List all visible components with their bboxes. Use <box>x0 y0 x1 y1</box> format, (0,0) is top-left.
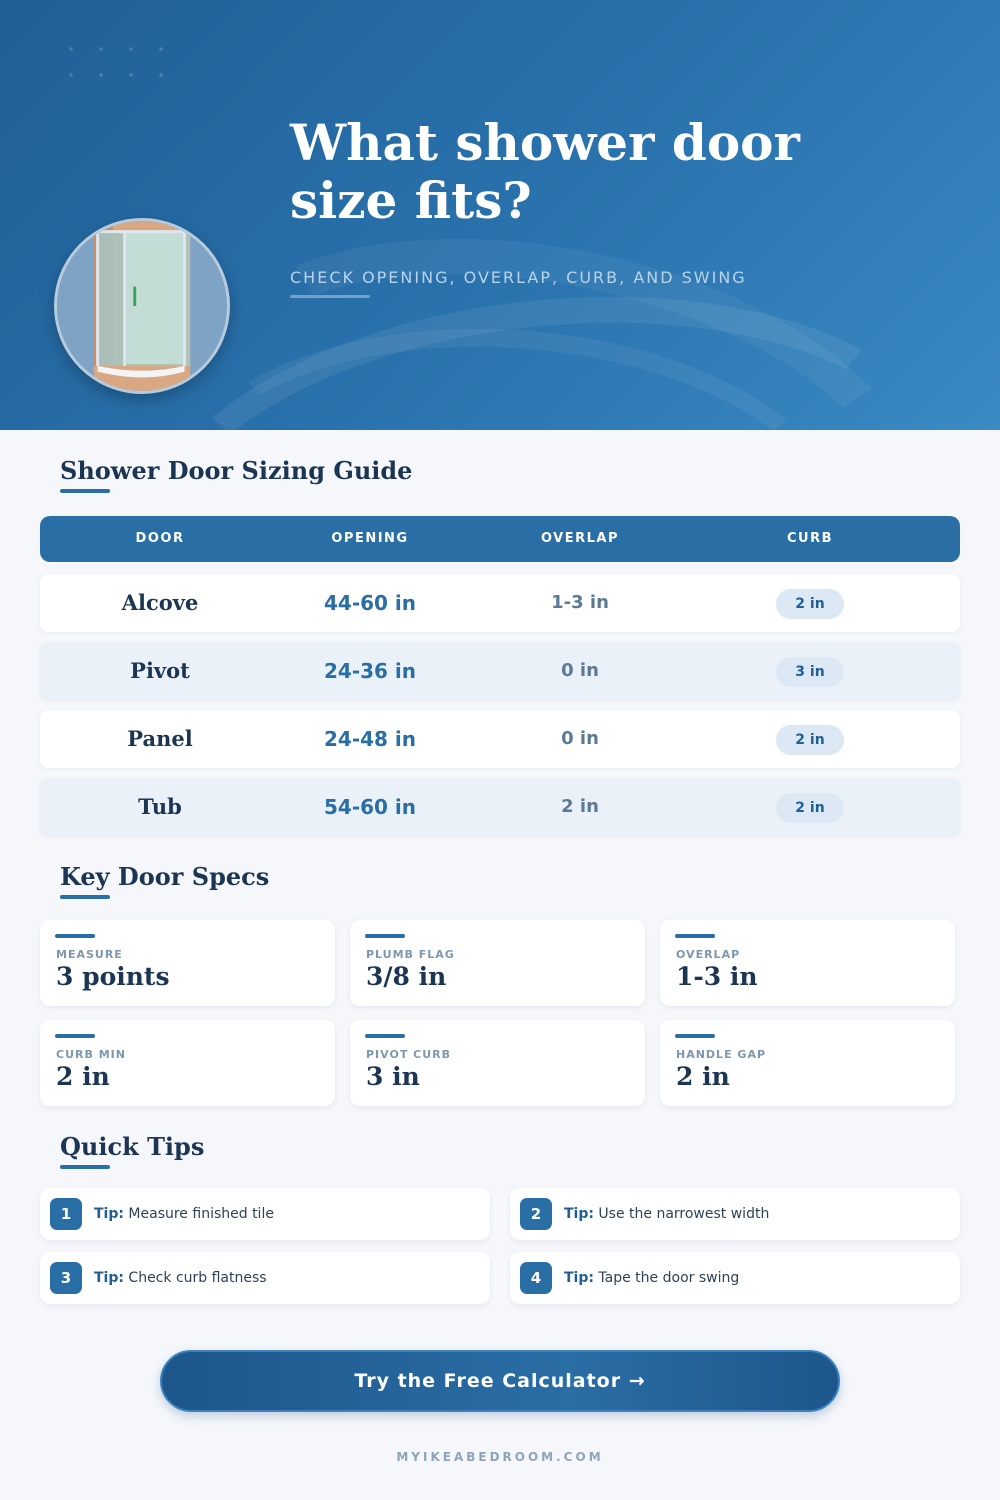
tip-number-badge: 4 <box>520 1262 552 1294</box>
spec-card <box>660 1020 955 1106</box>
curb-badge: 2 in <box>776 793 844 823</box>
tip-label: Tip: <box>564 1206 594 1222</box>
card-accent <box>365 1034 405 1038</box>
spec-label: OVERLAP <box>676 948 741 961</box>
cell-overlap: 1-3 in <box>551 592 609 613</box>
cell-door: Tub <box>138 794 182 819</box>
section-title-key-specs: Key Door Specs <box>60 862 270 891</box>
shower-enclosure-illustration <box>57 221 227 391</box>
tip-item <box>510 1188 960 1240</box>
card-accent <box>365 934 405 938</box>
section-underline <box>60 895 110 899</box>
section-title-quick-tips: Quick Tips <box>60 1132 205 1161</box>
spec-label: MEASURE <box>56 948 123 961</box>
spec-card <box>350 1020 645 1106</box>
tip-text <box>564 1252 739 1304</box>
tip-body: Measure finished tile <box>128 1206 274 1222</box>
tip-text <box>94 1188 274 1240</box>
spec-value: 2 in <box>56 1062 110 1091</box>
shower-enclosure-image <box>54 218 230 394</box>
spec-label: PLUMB FLAG <box>366 948 455 961</box>
spec-label: HANDLE GAP <box>676 1048 767 1061</box>
cell-door: Panel <box>127 726 193 751</box>
spec-card <box>350 920 645 1006</box>
tip-number-badge: 3 <box>50 1262 82 1294</box>
section-underline <box>60 1165 110 1169</box>
tip-body: Use the narrowest width <box>598 1206 770 1222</box>
cell-opening: 54-60 in <box>323 795 417 819</box>
table-row <box>40 642 960 700</box>
table-header <box>40 516 960 562</box>
tip-label: Tip: <box>94 1270 124 1286</box>
curb-badge: 2 in <box>776 589 844 619</box>
card-accent <box>675 934 715 938</box>
spec-card <box>660 920 955 1006</box>
tip-item <box>40 1188 490 1240</box>
tip-text <box>564 1188 769 1240</box>
card-accent <box>55 934 95 938</box>
cell-door: Pivot <box>130 658 190 683</box>
cell-overlap: 2 in <box>561 796 599 817</box>
spec-value: 3 points <box>56 962 170 991</box>
cell-door: Alcove <box>121 590 199 615</box>
spec-value: 3 in <box>366 1062 420 1091</box>
tip-text <box>94 1252 267 1304</box>
footer-site-name: MYIKEABEDROOM.COM <box>396 1450 604 1464</box>
page-subtitle: CHECK OPENING, OVERLAP, CURB, AND SWING <box>290 268 747 287</box>
free-calculator-button[interactable]: Try the Free Calculator → <box>160 1350 840 1412</box>
tip-label: Tip: <box>94 1206 124 1222</box>
curb-badge: 3 in <box>776 657 844 687</box>
spec-label: CURB MIN <box>56 1048 126 1061</box>
tip-body: Check curb flatness <box>128 1270 267 1286</box>
column-header-opening: OPENING <box>331 531 409 546</box>
cell-opening: 24-36 in <box>323 659 417 683</box>
spec-label: PIVOT CURB <box>366 1048 452 1061</box>
table-row <box>40 574 960 632</box>
curb-badge: 2 in <box>776 725 844 755</box>
column-header-curb: CURB <box>786 531 833 546</box>
cell-opening: 24-48 in <box>323 727 417 751</box>
cell-opening: 44-60 in <box>323 591 417 615</box>
cell-overlap: 0 in <box>561 660 599 681</box>
column-header-door: DOOR <box>135 531 185 546</box>
cell-overlap: 0 in <box>561 728 599 749</box>
spec-value: 1-3 in <box>676 962 758 991</box>
tip-label: Tip: <box>564 1270 594 1286</box>
spec-value: 2 in <box>676 1062 730 1091</box>
table-row <box>40 710 960 768</box>
tip-number-badge: 1 <box>50 1198 82 1230</box>
card-accent <box>675 1034 715 1038</box>
column-header-overlap: OVERLAP <box>540 531 620 546</box>
card-accent <box>55 1034 95 1038</box>
spec-card <box>40 1020 335 1106</box>
section-underline <box>60 489 110 493</box>
table-row <box>40 778 960 836</box>
tip-body: Tape the door swing <box>598 1270 740 1286</box>
decorative-dots <box>56 36 166 96</box>
hero-banner <box>0 0 1000 430</box>
section-title-sizing-guide: Shower Door Sizing Guide <box>60 456 413 485</box>
page-title: What shower door size fits? <box>290 113 800 230</box>
tip-item <box>510 1252 960 1304</box>
subtitle-underline <box>290 295 370 298</box>
tip-item <box>40 1252 490 1304</box>
spec-value: 3/8 in <box>366 962 447 991</box>
spec-card <box>40 920 335 1006</box>
tip-number-badge: 2 <box>520 1198 552 1230</box>
